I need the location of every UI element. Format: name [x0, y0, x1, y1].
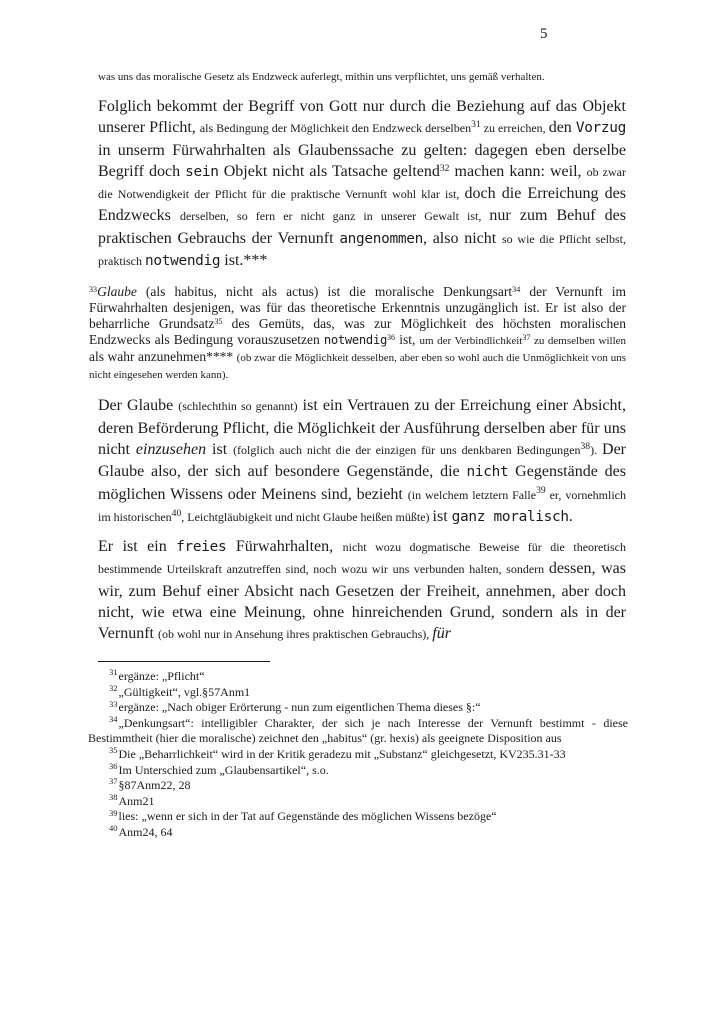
text-segment: , also nicht: [422, 229, 502, 247]
footnote-40: [88, 825, 628, 841]
text-segment: Vorzug: [575, 120, 627, 137]
text-segment: ist: [432, 507, 452, 525]
footnote-ref-32: 32: [439, 162, 450, 174]
text-segment: der Vernunft im Fürwahrhalten desjenigen, was für das theoretische Erkenntnis unzugänglich ist. Er ist also der beharrliche Grundsatz: [89, 284, 627, 332]
text-segment: für: [432, 625, 451, 643]
footnote-33: [88, 700, 628, 716]
footnote-31: [88, 669, 628, 685]
footnote-number: 37: [109, 776, 118, 787]
footnote-text: „Gültigkeit“, vgl.§57Anm1: [118, 684, 251, 699]
footnote-text: „Denkungsart“: intelligibler Charakter, der sich je nach Interesse der Vernunft bestimmt - diese Bestimmtheit (hier die moralische) zeichnet den „habitus“ (gr. hexis) als geeignete Disposition aus: [88, 715, 628, 746]
text-segment: (in welchem letztern Falle: [407, 487, 537, 502]
text-segment: zu erreichen,: [480, 121, 549, 136]
text-segment: als wahr anzunehmen****: [89, 349, 237, 365]
text-segment: nur zum Behuf des praktischen Gebrauchs der Vernunft: [98, 207, 626, 247]
text-segment: Gegenstände des möglichen Wissens oder Meinens sind, bezieht: [98, 463, 626, 503]
text-segment: Der Glaube also, der sich auf besondere Gegenstände, die: [98, 440, 626, 481]
footnote-text: Anm21: [118, 793, 155, 808]
text-segment: angenommen: [339, 230, 423, 247]
footnote-rule: [98, 661, 270, 662]
paragraph-der-glaube: [98, 395, 626, 528]
paragraph-note-33-glaube: [89, 284, 626, 383]
footnote-35: [88, 747, 628, 763]
footnote-ref-37: 37: [522, 332, 531, 342]
footnote-37: [88, 778, 628, 794]
text-segment: (ob wohl nur in Ansehung ihres praktischen Gebrauchs),: [157, 627, 433, 642]
text-segment: notwendig: [323, 333, 387, 348]
text-segment: (ob zwar die Möglichkeit desselben, aber eben so wohl auch die Unmöglichkeit von uns nicht eingesehen werden kann).: [89, 352, 626, 382]
text-segment: nicht wozu dogmatische Beweise für die theoretisch bestimmende Urteilskraft anzutreffen sind, noch wozu wir uns verbunden halten, sondern: [98, 540, 627, 577]
text-segment: Objekt nicht als Tatsache geltend: [218, 162, 440, 180]
paragraph-freies-fuerwahrhalten: [98, 536, 626, 645]
text-body: [89, 70, 627, 654]
text-segment: sein: [185, 163, 219, 180]
text-segment: , Leichtgläubigkeit und nicht Glaube heißen müßte): [181, 509, 433, 524]
footnote-34: [88, 716, 628, 747]
text-segment: zu demselben willen: [530, 335, 627, 348]
text-segment: (als habitus, nicht als actus) ist die moralische Denkungsart: [136, 284, 513, 300]
page-number: 5: [540, 26, 548, 42]
text-segment: Fürwahrhalten,: [226, 538, 343, 556]
text-segment: Er ist ein: [98, 538, 177, 556]
footnote-32: [88, 682, 628, 701]
text-segment: so wie die Pflicht selbst, praktisch: [98, 231, 626, 269]
text-segment: Der Glaube: [98, 397, 179, 415]
text-segment: ist,: [395, 332, 420, 348]
text-segment: Folglich bekommt der Begriff von Gott nur durch die Beziehung auf das Objekt unserer Pflicht,: [98, 98, 626, 137]
footnote-ref-33: 33: [89, 284, 98, 294]
text-segment: notwendig: [145, 253, 221, 270]
footnote-ref-39: 39: [536, 485, 546, 497]
footnote-text: Im Unterschied zum „Glaubensartikel“, s.o.: [118, 762, 329, 777]
text-segment: (folglich auch nicht die der einzigen für uns denkbaren Bedingungen: [233, 442, 581, 457]
text-segment: doch die Erreichung des Endzwecks: [98, 185, 626, 225]
footnote-number: 36: [109, 760, 118, 771]
text-segment: den: [548, 119, 576, 137]
footnote-ref-35: 35: [214, 316, 223, 326]
text-segment: dessen, was wir, zum Behuf einer Absicht nach Gesetzen der Freiheit, annehmen, aber doch nicht, wie etwa eine Meinung, ohne hinreichenden Grund, sondern als in der Vernunft: [98, 560, 627, 643]
footnote-number: 33: [109, 698, 118, 709]
footnote-text: ergänze: „Pflicht“: [118, 669, 205, 683]
footnote-number: 40: [109, 823, 118, 834]
text-segment: machen kann: weil,: [449, 162, 587, 180]
footnote-number: 32: [109, 682, 118, 693]
text-segment: nicht: [466, 464, 509, 481]
text-segment: ist: [206, 440, 234, 458]
footnote-36: [88, 760, 628, 779]
footnote-number: 39: [109, 807, 118, 818]
text-segment: Glaube: [97, 284, 137, 300]
footnote-number: 34: [109, 714, 118, 725]
text-segment: ist.***: [220, 252, 268, 270]
footnote-text: Die „Beharrlichkeit“ wird in der Kritik geradezu mit „Substanz“ gleichgesetzt, KV235.31-33: [118, 746, 566, 761]
footnote-ref-31: 31: [471, 119, 481, 131]
footnote-39: [88, 809, 628, 825]
text-segment: ganz moralisch: [451, 508, 569, 525]
text-segment: des Gemüts, das, was zur Möglichkeit des höchsten moralischen Endzwecks als Bedingung vorauszusetzen: [89, 316, 626, 348]
footnote-text: ergänze: „Nach obiger Erörterung - nun zum eigentlichen Thema dieses §:“: [118, 700, 481, 715]
footnotes-section: [88, 661, 628, 841]
footnote-number: 38: [109, 792, 118, 803]
catchline: was uns das moralische Gesetz als Endzweck auferlegt, mithin uns verpflichtet, uns gemäß verhalten.: [98, 71, 545, 83]
text-segment: einzusehen: [135, 440, 207, 458]
paragraph-folglich: [98, 96, 626, 272]
text-segment: ).: [590, 442, 603, 457]
footnote-ref-34: 34: [512, 284, 521, 294]
text-segment: derselben, so fern er nicht ganz in unserer Gewalt ist,: [179, 209, 490, 224]
text-segment: als Bedingung der Möglichkeit den Endzweck derselben: [199, 121, 472, 136]
footnote-number: 31: [109, 667, 118, 678]
footnote-ref-38: 38: [580, 440, 591, 452]
footnote-38: [88, 794, 628, 810]
text-segment: in unserm Fürwahrhalten als Glaubenssache zu gelten: dagegen eben derselbe Begriff doch: [98, 141, 626, 180]
footnote-ref-40: 40: [171, 507, 182, 519]
text-segment: um der Verbindlichkeit: [419, 335, 523, 348]
footnote-ref-36: 36: [386, 332, 396, 342]
text-segment: .: [568, 507, 573, 525]
footnote-number: 35: [109, 745, 118, 756]
text-segment: er, vornehmlich im historischen: [98, 487, 626, 524]
text-segment: freies: [176, 539, 227, 556]
text-segment: ob zwar die Notwendigkeit der Pflicht für die praktische Vernunft wohl klar ist,: [98, 164, 626, 202]
footnote-text: Anm24, 64: [118, 824, 173, 839]
footnote-text: §87Anm22, 28: [118, 778, 191, 793]
footnote-text: lies: „wenn er sich in der Tat auf Gegenstände des möglichen Wissens bezöge“: [118, 809, 497, 824]
text-segment: ist ein Vertrauen zu der Erreichung einer Absicht, deren Beförderung Pflicht, die Möglichkeit der Ausführung derselben aber für uns nicht: [98, 397, 626, 458]
text-segment: (schlechthin so genannt): [178, 399, 298, 414]
